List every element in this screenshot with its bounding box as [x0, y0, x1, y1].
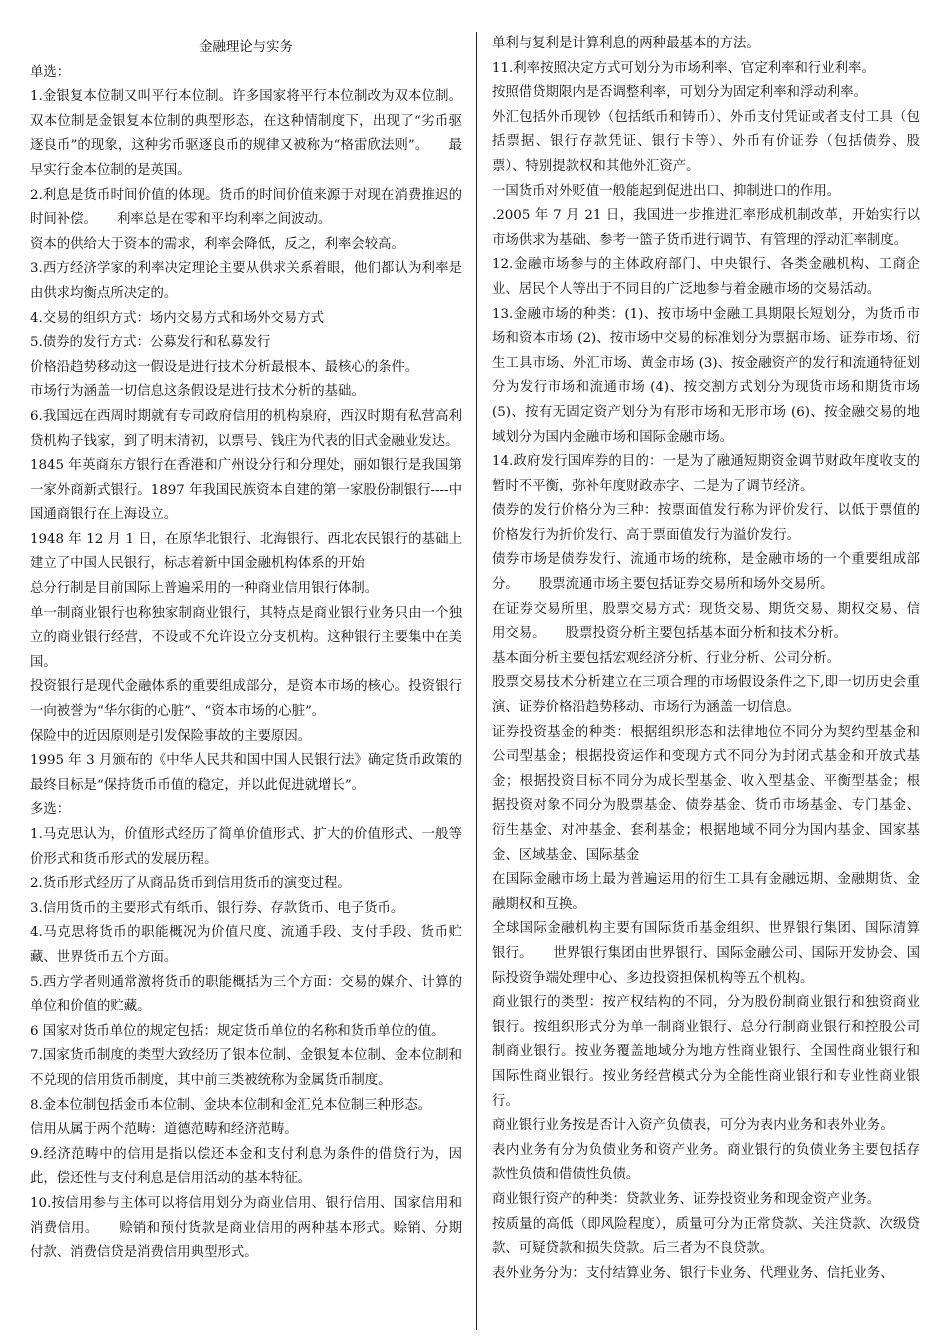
paragraph: 价格沿趋势移动这一假设是进行技术分析最根本、最核心的条件。 — [30, 359, 419, 375]
paragraph: 4.交易的组织方式：场内交易方式和场外交易方式 — [30, 310, 324, 326]
paragraph: 资本的供给大于资本的需求，利率会降低，反之，利率会较高。 — [30, 236, 405, 252]
left-column — [30, 36, 462, 1266]
paragraph: 6 国家对货币单位的规定包括：规定货币单位的名称和货币单位的值。 — [30, 1023, 445, 1039]
right-column — [492, 32, 920, 1286]
paragraph: 12.金融市场参与的主体政府部门、中央银行、各类金融机构、工商企业、居民个人等出于不同目的广泛地参与着金融市场的交易活动。 — [492, 257, 920, 297]
paragraph: 商业银行资产的种类：贷款业务、证券投资业务和现金资产业务。 — [492, 1191, 881, 1207]
paragraph: 14.政府发行国库券的目的：一是为了融通短期资金调节财政年度收支的暂时不平衡，弥补年度财政赤字、二是为了调节经济。 — [492, 454, 920, 494]
paragraph: 信用从属于两个范畴：道德范畴和经济范畴。 — [30, 1122, 298, 1138]
paragraph: 3.信用货币的主要形式有纸币、银行券、存款货币、电子货币。 — [30, 900, 405, 916]
paragraph: 5.西方学者则通常激将货币的职能概括为三个方面：交易的媒介、计算的单位和价值的贮藏。 — [30, 974, 462, 1015]
paragraph: 在证券交易所里，股票交易方式：现货交易、期货交易、期权交易、信用交易。 股票投资分析主要包括基本面分析和技术分析。 — [492, 601, 920, 642]
paragraph: 股票交易技术分析建立在三项合理的市场假设条件之下,即一切历史会重演、证券价格沿趋势移动、市场行为涵盖一切信息。 — [492, 675, 920, 716]
document-title: 金融理论与实务 — [199, 40, 293, 55]
paragraph: 单利与复利是计算利息的两种最基本的方法。 — [492, 36, 760, 51]
paragraph: 9.经济范畴中的信用是指以偿还本金和支付利息为条件的借贷行为，因此，偿还性与支付利息是信用活动的基本特征。 — [30, 1146, 462, 1187]
paragraph: 1845 年英商东方银行在香港和广州设分行和分理处，丽如银行是我国第一家外商新式银行。1897 年我国民族资本自建的第一家股份制银行----中国通商银行在上海设立。 — [30, 458, 462, 523]
paragraph: 3.西方经济学家的利率决定理论主要从供求关系着眼，他们都认为利率是由供求均衡点所决定的。 — [30, 261, 462, 301]
section-heading: 单选： — [30, 64, 71, 80]
paragraph: 在国际金融市场上最为普遍运用的衍生工具有金融远期、金融期货、金融期权和互换。 — [492, 872, 920, 912]
paragraph: 一国货币对外贬值一般能起到促进出口、抑制进口的作用。 — [492, 183, 841, 199]
paragraph: 商业银行的类型：按产权结构的不同，分为股份制商业银行和独资商业银行。按组织形式分为单一制商业银行、总分行制商业银行和控股公司制商业银行。按业务覆盖地域分为地方性商业银行、全国性商业银行和国际性商业银行。按业务经营模式分为全能性商业银行和专业性商业银行。 — [492, 995, 920, 1109]
paragraph: 按照借贷期限内是否调整利率，可划分为固定利率和浮动利率。 — [492, 85, 867, 101]
paragraph: 保险中的近因原则是引发保险事故的主要原因。 — [30, 728, 312, 744]
paragraph: 单一制商业银行也称独家制商业银行，其特点是商业银行业务只由一个独立的商业银行经营，不设或不允许设立分支机构。这种银行主要集中在美国。 — [30, 605, 462, 670]
paragraph: 1995 年 3 月颁布的《中华人民共和国中国人民银行法》确定货币政策的最终目标是“保持货币币值的稳定，并以此促进就增长”。 — [30, 753, 462, 793]
paragraph: 7.国家货币制度的类型大致经历了银本位制、金银复本位制、金本位制和不兑现的信用货币制度，其中前三类被统称为金属货币制度。 — [30, 1048, 462, 1088]
paragraph: 商业银行业务按是否计入资产负债表，可分为表内业务和表外业务。 — [492, 1118, 894, 1134]
paragraph: 基本面分析主要包括宏观经济分析、行业分析、公司分析。 — [492, 650, 841, 666]
paragraph: 市场行为涵盖一切信息这条假设是进行技术分析的基础。 — [30, 384, 365, 400]
paragraph: 2.利息是货币时间价值的体现。货币的时间价值来源于对现在消费推迟的时间补偿。 利率总是在零和平均利率之间波动。 — [30, 187, 462, 228]
paragraph: 1948 年 12 月 1 日，在原华北银行、北海银行、西北农民银行的基础上建立了中国人民银行，标志着新中国金融机构体系的开始 — [30, 531, 462, 572]
paragraph: 1.马克思认为，价值形式经历了简单价值形式、扩大的价值形式、一般等价形式和货币形式的发展历程。 — [30, 827, 462, 867]
section-heading: 多选： — [30, 802, 71, 818]
paragraph: 6.我国远在西周时期就有专司政府信用的机构泉府，西汉时期有私营高利贷机构子钱家，到了明末清初，以票号、钱庄为代表的旧式金融业发达。 — [30, 408, 462, 449]
paragraph: 13.金融市场的种类：(1)、按市场中金融工具期限长短划分，为货币市场和资本市场 (2)、按市场中交易的标准划分为票据市场、证券市场、衍生工具市场、外汇市场、黄金市场 (3)、按金融资产的发行和流通特征划分为发行市场和流通市场 (4)、按交割方式划分为现货市场和期货市场 (5)、按有无固定资产划分为有形市场和无形市场 (6)、按金融交易的地域划分为国内金融市场和国际金融市场。 — [492, 306, 920, 445]
paragraph: 外汇包括外币现钞（包括纸币和铸币）、外币支付凭证或者支付工具（包括票据、银行存款凭证、银行卡等）、外币有价证券（包括债券、股票）、特别提款权和其他外汇资产。 — [492, 109, 920, 174]
paragraph: 11.利率按照决定方式可划分为市场利率、官定利率和行业利率。 — [492, 60, 875, 76]
paragraph: 2.货币形式经历了从商品货币到信用货币的演变过程。 — [30, 876, 351, 892]
paragraph: 总分行制是目前国际上普遍采用的一种商业信用银行体制。 — [30, 581, 379, 597]
paragraph: 10.按信用参与主体可以将信用划分为商业信用、银行信用、国家信用和消费信用。 赊销和预付货款是商业信用的两种基本形式。赊销、分期付款、消费信贷是消费信用典型形式。 — [30, 1195, 462, 1261]
paragraph: 表外业务分为：支付结算业务、银行卡业务、代理业务、信托业务、 — [492, 1265, 894, 1281]
paragraph: 4.马克思将货币的职能概况为价值尺度、流通手段、支付手段、货币贮藏、世界货币五个方面。 — [30, 925, 462, 965]
paragraph: 债券市场是债券发行、流通市场的统称，是金融市场的一个重要组成部分。 股票流通市场主要包括证券交易所和场外交易所。 — [492, 552, 920, 593]
paragraph: 8.金本位制包括金币本位制、金块本位制和金汇兑本位制三种形态。 — [30, 1097, 432, 1113]
paragraph: 5.债券的发行方式：公募发行和私募发行 — [30, 335, 271, 351]
paragraph: 1.金银复本位制又叫平行本位制。许多国家将平行本位制改为双本位制。双本位制是金银复本位制的典型形态，在这种情制度下，出现了“劣币驱逐良币”的现象，这种劣币驱逐良币的规律又被称为“格雷欣法则”。 最早实行金本位制的是英国。 — [30, 89, 462, 178]
paragraph: .2005 年 7 月 21 日，我国进一步推进汇率形成机制改革，开始实行以市场供求为基础、参考一篮子货币进行调节、有管理的浮动汇率制度。 — [492, 208, 920, 248]
paragraph: 投资银行是现代金融体系的重要组成部分，是资本市场的核心。投资银行一向被誉为“华尔街的心脏”、“资本市场的心脏”。 — [30, 679, 462, 720]
paragraph: 表内业务有分为负债业务和资产业务。商业银行的负债业务主要包括存款性负债和借债性负债。 — [492, 1142, 920, 1183]
paragraph: 全球国际金融机构主要有国际货币基金组织、世界银行集团、国际清算银行。 世界银行集团由世界银行、国际金融公司、国际开发协会、国际投资争端处理中心、多边投资担保机构等五个机构。 — [492, 921, 920, 986]
paragraph: 债券的发行价格分为三种：按票面值发行称为评价发行、以低于票值的价格发行为折价发行、高于票面值发行为溢价发行。 — [492, 503, 920, 543]
paragraph: 按质量的高低（即风险程度），质量可分为正常贷款、关注贷款、次级贷款、可疑贷款和损失贷款。后三者为不良贷款。 — [492, 1216, 920, 1257]
paragraph: 证券投资基金的种类：根据组织形态和法律地位不同分为契约型基金和公司型基金；根据投资运作和变现方式不同分为封闭式基金和开放式基金；根据投资目标不同分为成长型基金、收入型基金、平衡型基金；根据投资对象不同分为股票基金、债券基金、货币市场基金、专门基金、衍生基金、对冲基金、套利基金；根据地域不同分为国内基金、国家基金、区域基金、国际基金 — [492, 724, 920, 863]
column-divider — [476, 32, 477, 1330]
